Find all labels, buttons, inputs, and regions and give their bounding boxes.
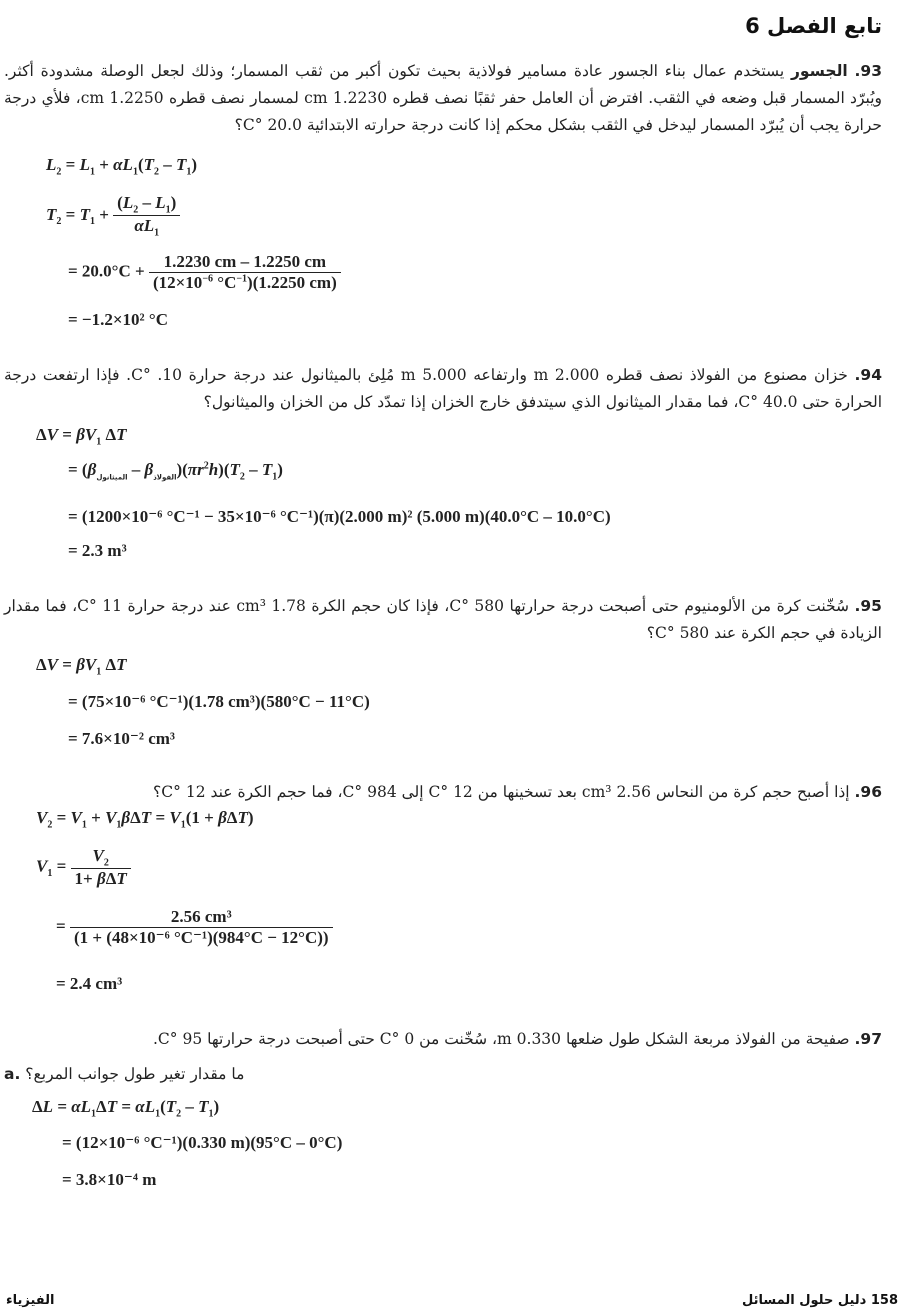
- problem-number: 97.: [854, 1030, 882, 1048]
- problem-text: خزان مصنوع من الفولاذ نصف قطره 2.000 m وارتفاعه 5.000 m مُلِئ بالميثانول عند درجة حرارة 10. °C. فإذا ارتفعت درجة الحرارة حتى 40.0 °C، فما مقدار الميثانول الذي سيتدفق خارج الخزان إذا تمدّد كل من الخزان والميثانول؟: [4, 366, 882, 411]
- equation-96-1: $V_2 = V_1 + V_1\beta\Delta T = V_1(1 + \beta\Delta T)$: [36, 808, 254, 831]
- equation-93-2: $T_2 = T_1$ + $\frac{(L_2 - L_1)}{\alpha L_1}$: [46, 193, 180, 239]
- beta-sub-methanol: الميثانول: [96, 473, 128, 482]
- eq-denominator: (1 + (48×10⁻⁶ °C⁻¹)(984°C − 12°C)): [70, 927, 333, 948]
- problem-97: [4, 1026, 882, 1053]
- guide-title: دليل حلول المسائل: [742, 1293, 867, 1308]
- equation-97-result: = 3.8×10⁻⁴ m: [62, 1170, 157, 1189]
- problem-97-part-a: [4, 1061, 866, 1088]
- equation-95-1: $\Delta V = \beta V_1$ ΔT: [36, 655, 127, 678]
- equation-97-1: $\Delta L = \alpha L_1\Delta T = \alpha L_1(T_2 - T_1)$: [32, 1097, 220, 1120]
- eq-numerator: 1.2230 cm – 1.2250 cm: [163, 252, 327, 271]
- problem-text: صفيحة من الفولاذ مربعة الشكل طول ضلعها 0.330 m، سُخّنت من 0 °C حتى أصبحت درجة حرارتها 95 °C.: [152, 1030, 850, 1048]
- beta-sub-steel: الفولاذ: [153, 473, 177, 482]
- problem-number: 94.: [854, 366, 882, 384]
- problem-text: إذا أصبح حجم كرة من النحاس 2.56 cm³ بعد تسخينها من 12 °C إلى 984 °C، فما حجم الكرة عند 12 °C؟: [153, 783, 850, 801]
- page-number: 158: [870, 1293, 898, 1308]
- problem-number: 96.: [854, 783, 882, 801]
- equation-94-1: $\Delta V = \beta V_1$ ΔT: [36, 425, 127, 448]
- problem-94: [4, 362, 882, 416]
- footer-page-info: [742, 1293, 898, 1308]
- equation-94-3: = (1200×10⁻⁶ °C⁻¹ − 35×10⁻⁶ °C⁻¹)(π)(2.000 m)² (5.000 m)(40.0°C – 10.0°C): [68, 507, 611, 526]
- problem-keyword: الجسور: [791, 62, 848, 80]
- footer-subject: الفيزياء: [6, 1293, 55, 1308]
- problem-95: [4, 593, 882, 647]
- problem-number: 93.: [854, 62, 882, 80]
- equation-96-2: $V_1$ = $\frac{V_2}{\text{1+ βΔT}}$: [36, 846, 131, 889]
- part-text: ما مقدار تغير طول جوانب المربع؟: [25, 1065, 245, 1083]
- equation-93-1: $L_2 = L_1 + \alpha L_1(T_2 - T_1)$: [46, 155, 198, 178]
- problem-96: [4, 779, 882, 806]
- problem-93: [4, 58, 882, 139]
- problem-text: يستخدم عمال بناء الجسور عادة مسامير فولاذية بحيث تكون أكبر من ثقب المسمار؛ وذلك لجعل الوصلة مشدودة أكثر. ويُبرّد المسمار قبل وضعه في الثقب. افترض أن العامل حفر ثقبًا نصف قطره 1.2230 cm لمسمار نصف قطره 1.2250 cm، فلأي درجة حرارة يجب أن يُبرّد المسمار ليدخل في الثقب بشكل محكم إذا كانت درجة حرارته الابتدائية 20.0 °C؟: [4, 62, 882, 134]
- equation-94-2: = $(\beta_{الميثانول} - \beta_{الفولاذ})(\pi r^2h)(T_2 - T_1)$: [68, 460, 283, 483]
- eq-prefix: = 20.0°C +: [68, 261, 149, 281]
- equation-93-3: = 20.0°C + $\frac{1.2230 cm - 1.2250 cm}{(12\times 10^{-6} ^\circ C^{-1})(1.2250 cm)}$: [68, 252, 341, 293]
- eq-numerator: 2.56 cm³: [170, 907, 232, 926]
- equation-96-3: = $\frac{\text{2.56 cm³}}{\text{(1 + (48×10⁻⁶ °C⁻¹)(984°C − 12°C))}}$: [56, 907, 333, 948]
- equation-95-result: = 7.6×10⁻² cm³: [68, 729, 175, 748]
- equation-96-result: = 2.4 cm³: [56, 974, 123, 993]
- problem-text: سُخّنت كرة من الألومنيوم حتى أصبحت درجة حرارتها 580 °C، فإذا كان حجم الكرة 1.78 cm³ عند درجة حرارة 11 °C، فما مقدار الزيادة في حجم الكرة عند 580 °C؟: [4, 597, 882, 642]
- chapter-header: تابع الفصل 6: [745, 14, 882, 38]
- equation-93-result: = −1.2×10² °C: [68, 310, 168, 329]
- part-label: a.: [4, 1065, 21, 1083]
- equation-95-2: = (75×10⁻⁶ °C⁻¹)(1.78 cm³)(580°C − 11°C): [68, 692, 370, 711]
- equation-94-result: = 2.3 m³: [68, 541, 127, 560]
- problem-number: 95.: [854, 597, 882, 615]
- equation-97-2: = (12×10⁻⁶ °C⁻¹)(0.330 m)(95°C – 0°C): [62, 1133, 343, 1152]
